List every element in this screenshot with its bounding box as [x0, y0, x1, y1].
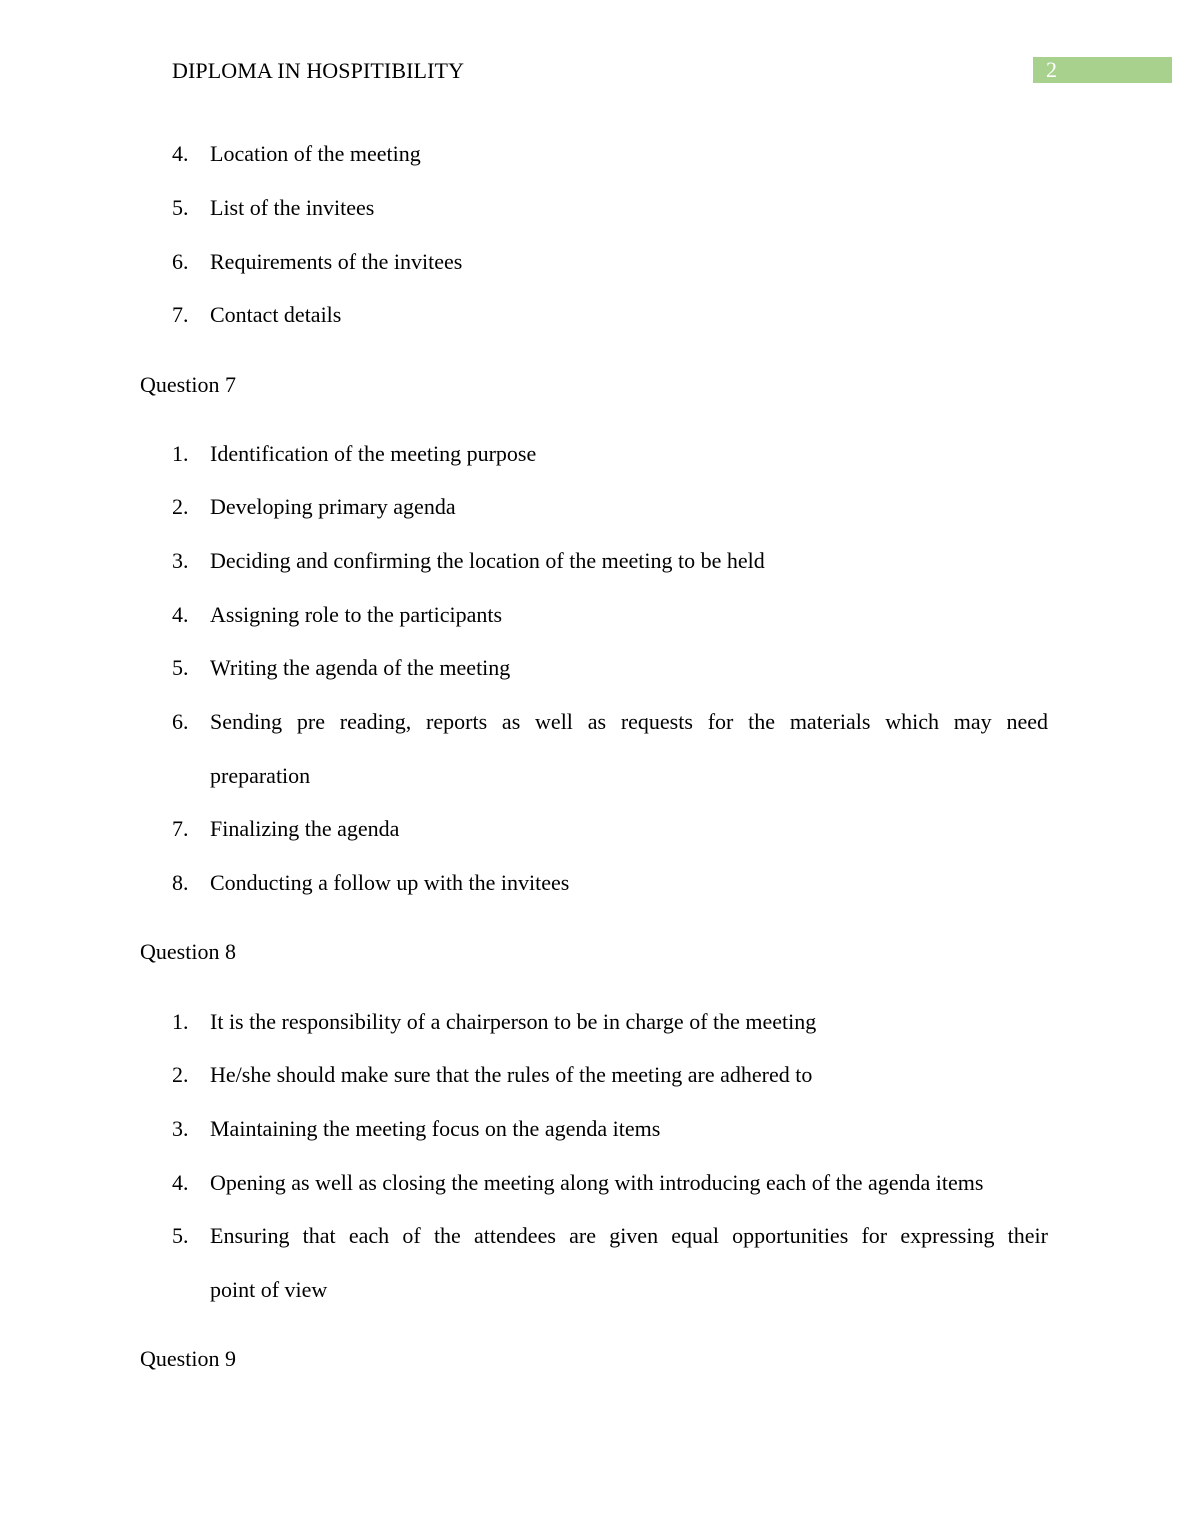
list-item-text: Conducting a follow up with the invitees	[210, 870, 570, 895]
running-header-title: DIPLOMA IN HOSPITIBILITY	[172, 58, 465, 83]
question-9-heading: Question 9	[140, 1346, 236, 1371]
list-item-number: 3.	[172, 548, 189, 573]
list-item-text: Requirements of the invitees	[210, 249, 463, 274]
list-item-number: 4.	[172, 602, 189, 627]
list-item-text: Finalizing the agenda	[210, 816, 400, 841]
list-item-text: It is the responsibility of a chairperson to be in charge of the meeting	[210, 1009, 817, 1034]
list-item-text-line-1: Sending pre reading, reports as well as requests for the materials which may need	[210, 709, 1048, 734]
list-item-number: 1.	[172, 441, 189, 466]
list-item-number: 5.	[172, 655, 189, 680]
list-item-text: Deciding and confirming the location of the meeting to be held	[210, 548, 765, 573]
list-item-text-line-2: preparation	[210, 763, 311, 788]
list-item-number: 2.	[172, 1062, 189, 1087]
question-7-heading: Question 7	[140, 372, 236, 397]
list-item-text	[210, 1223, 1048, 1303]
list-item-number: 7.	[172, 302, 189, 327]
list-item-number: 4.	[172, 141, 189, 166]
list-item-text: Contact details	[210, 302, 342, 327]
list-item-number: 1.	[172, 1009, 189, 1034]
list-item-text	[210, 709, 1048, 789]
list-item-text: Location of the meeting	[210, 141, 421, 166]
list-item-text: List of the invitees	[210, 195, 375, 220]
list-item-text: Maintaining the meeting focus on the agenda items	[210, 1116, 661, 1141]
list-item-text-line-1: Ensuring that each of the attendees are given equal opportunities for expressing their	[210, 1223, 1048, 1248]
list-item-text: Opening as well as closing the meeting along with introducing each of the agenda items	[210, 1170, 984, 1195]
list-item-number: 4.	[172, 1170, 189, 1195]
list-item-text: Assigning role to the participants	[210, 602, 503, 627]
list-item-text: Writing the agenda of the meeting	[210, 655, 511, 680]
list-item-number: 5.	[172, 195, 189, 220]
list-item-number: 6.	[172, 249, 189, 274]
list-item-text: Developing primary agenda	[210, 494, 456, 519]
list-item-number: 2.	[172, 494, 189, 519]
list-item-text: Identification of the meeting purpose	[210, 441, 537, 466]
list-item-number: 8.	[172, 870, 189, 895]
list-item-number: 7.	[172, 816, 189, 841]
list-item-number: 6.	[172, 709, 189, 734]
page-number-badge: 2	[1033, 57, 1172, 83]
question-8-heading: Question 8	[140, 939, 236, 964]
list-item-text-line-2: point of view	[210, 1277, 328, 1302]
list-item-number: 5.	[172, 1223, 189, 1248]
list-item-text: He/she should make sure that the rules of the meeting are adhered to	[210, 1062, 813, 1087]
list-item-number: 3.	[172, 1116, 189, 1141]
